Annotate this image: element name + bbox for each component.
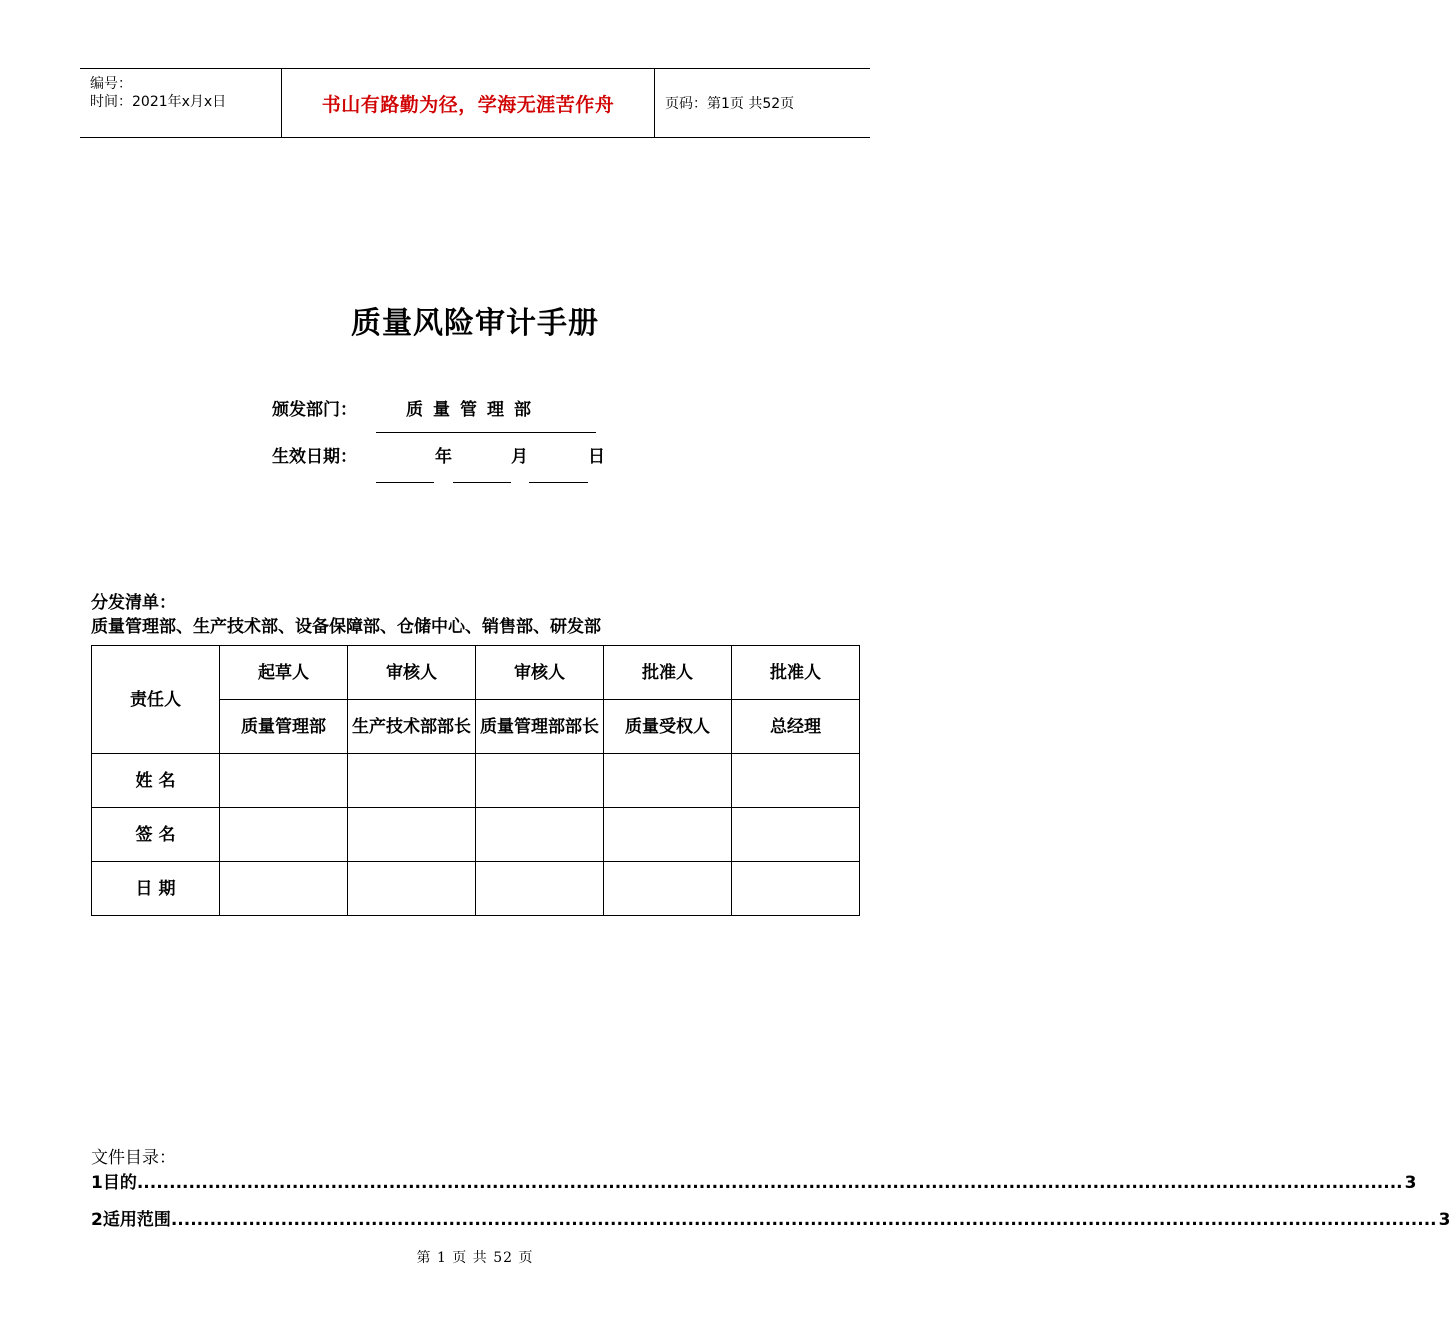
toc-item-title: 目的: [102, 1173, 137, 1193]
header-motto-cell: [282, 69, 655, 137]
role-cell: 审核人: [476, 646, 604, 700]
issuing-dept-value: 质量管理部: [406, 400, 541, 420]
toc-leader-dots: ....................................................................................................................................................................................................: [170, 1210, 1437, 1230]
toc-item-page: 3: [1438, 1210, 1450, 1230]
header-page-cell: [655, 69, 870, 137]
toc-item-number: 2: [91, 1210, 103, 1230]
table-row: [92, 646, 860, 700]
table-row: [92, 808, 860, 862]
month-label: 月: [511, 447, 528, 467]
doc-number-label: 编号：: [90, 76, 132, 92]
signature-input-cell[interactable]: [604, 808, 732, 862]
toc-item[interactable]: [91, 1168, 1417, 1193]
row-header-date: 日 期: [92, 862, 220, 916]
year-underline: [376, 482, 434, 483]
signature-input-cell[interactable]: [220, 808, 348, 862]
doc-date-label: 时间：2021年x月x日: [90, 94, 227, 110]
toc-label: 文件目录：: [91, 1148, 176, 1168]
dept-underline: [376, 432, 596, 433]
distribution-label: 分发清单：: [91, 593, 176, 613]
date-input-cell[interactable]: [348, 862, 476, 916]
month-underline: [453, 482, 511, 483]
position-cell: 质量管理部部长: [476, 700, 604, 754]
name-input-cell[interactable]: [220, 754, 348, 808]
toc-item-title: 适用范围: [102, 1210, 171, 1230]
corner-cell: 责任人: [92, 646, 220, 754]
document-title: 质量风险审计手册: [351, 306, 599, 341]
responsibility-table: [91, 645, 860, 916]
page-header: [80, 68, 870, 138]
toc-item[interactable]: [91, 1205, 1450, 1230]
header-meta: [80, 69, 282, 137]
name-input-cell[interactable]: [604, 754, 732, 808]
row-header-name: 姓 名: [92, 754, 220, 808]
issuing-dept-label: 颁发部门：: [272, 400, 357, 420]
toc-item-page: 3: [1404, 1173, 1417, 1193]
position-cell: 质量管理部: [220, 700, 348, 754]
role-cell: 起草人: [220, 646, 348, 700]
position-cell: 质量受权人: [604, 700, 732, 754]
effective-date-label: 生效日期：: [272, 447, 357, 467]
date-input-cell[interactable]: [732, 862, 860, 916]
toc-leader-dots: ....................................................................................................................................................................................................: [136, 1173, 1403, 1193]
distribution-list: 质量管理部、生产技术部、设备保障部、仓储中心、销售部、研发部: [91, 617, 601, 637]
table-row: [92, 754, 860, 808]
row-header-signature: 签 名: [92, 808, 220, 862]
table-row: [92, 862, 860, 916]
signature-input-cell[interactable]: [476, 808, 604, 862]
name-input-cell[interactable]: [476, 754, 604, 808]
role-cell: 批准人: [604, 646, 732, 700]
toc-item-number: 1: [91, 1173, 103, 1193]
signature-input-cell[interactable]: [348, 808, 476, 862]
date-input-cell[interactable]: [476, 862, 604, 916]
name-input-cell[interactable]: [348, 754, 476, 808]
position-cell: 总经理: [732, 700, 860, 754]
date-input-cell[interactable]: [220, 862, 348, 916]
motto: 书山有路勤为径，学海无涯苦作舟: [321, 93, 615, 116]
day-label: 日: [588, 447, 605, 467]
role-cell: 批准人: [732, 646, 860, 700]
date-input-cell[interactable]: [604, 862, 732, 916]
role-cell: 审核人: [348, 646, 476, 700]
name-input-cell[interactable]: [732, 754, 860, 808]
signature-input-cell[interactable]: [732, 808, 860, 862]
page-info: 页码：第1页 共52页: [665, 96, 795, 112]
position-cell: 生产技术部部长: [348, 700, 476, 754]
day-underline: [529, 482, 588, 483]
year-label: 年: [435, 447, 452, 467]
page-footer: 第 1 页 共 52 页: [416, 1250, 534, 1266]
